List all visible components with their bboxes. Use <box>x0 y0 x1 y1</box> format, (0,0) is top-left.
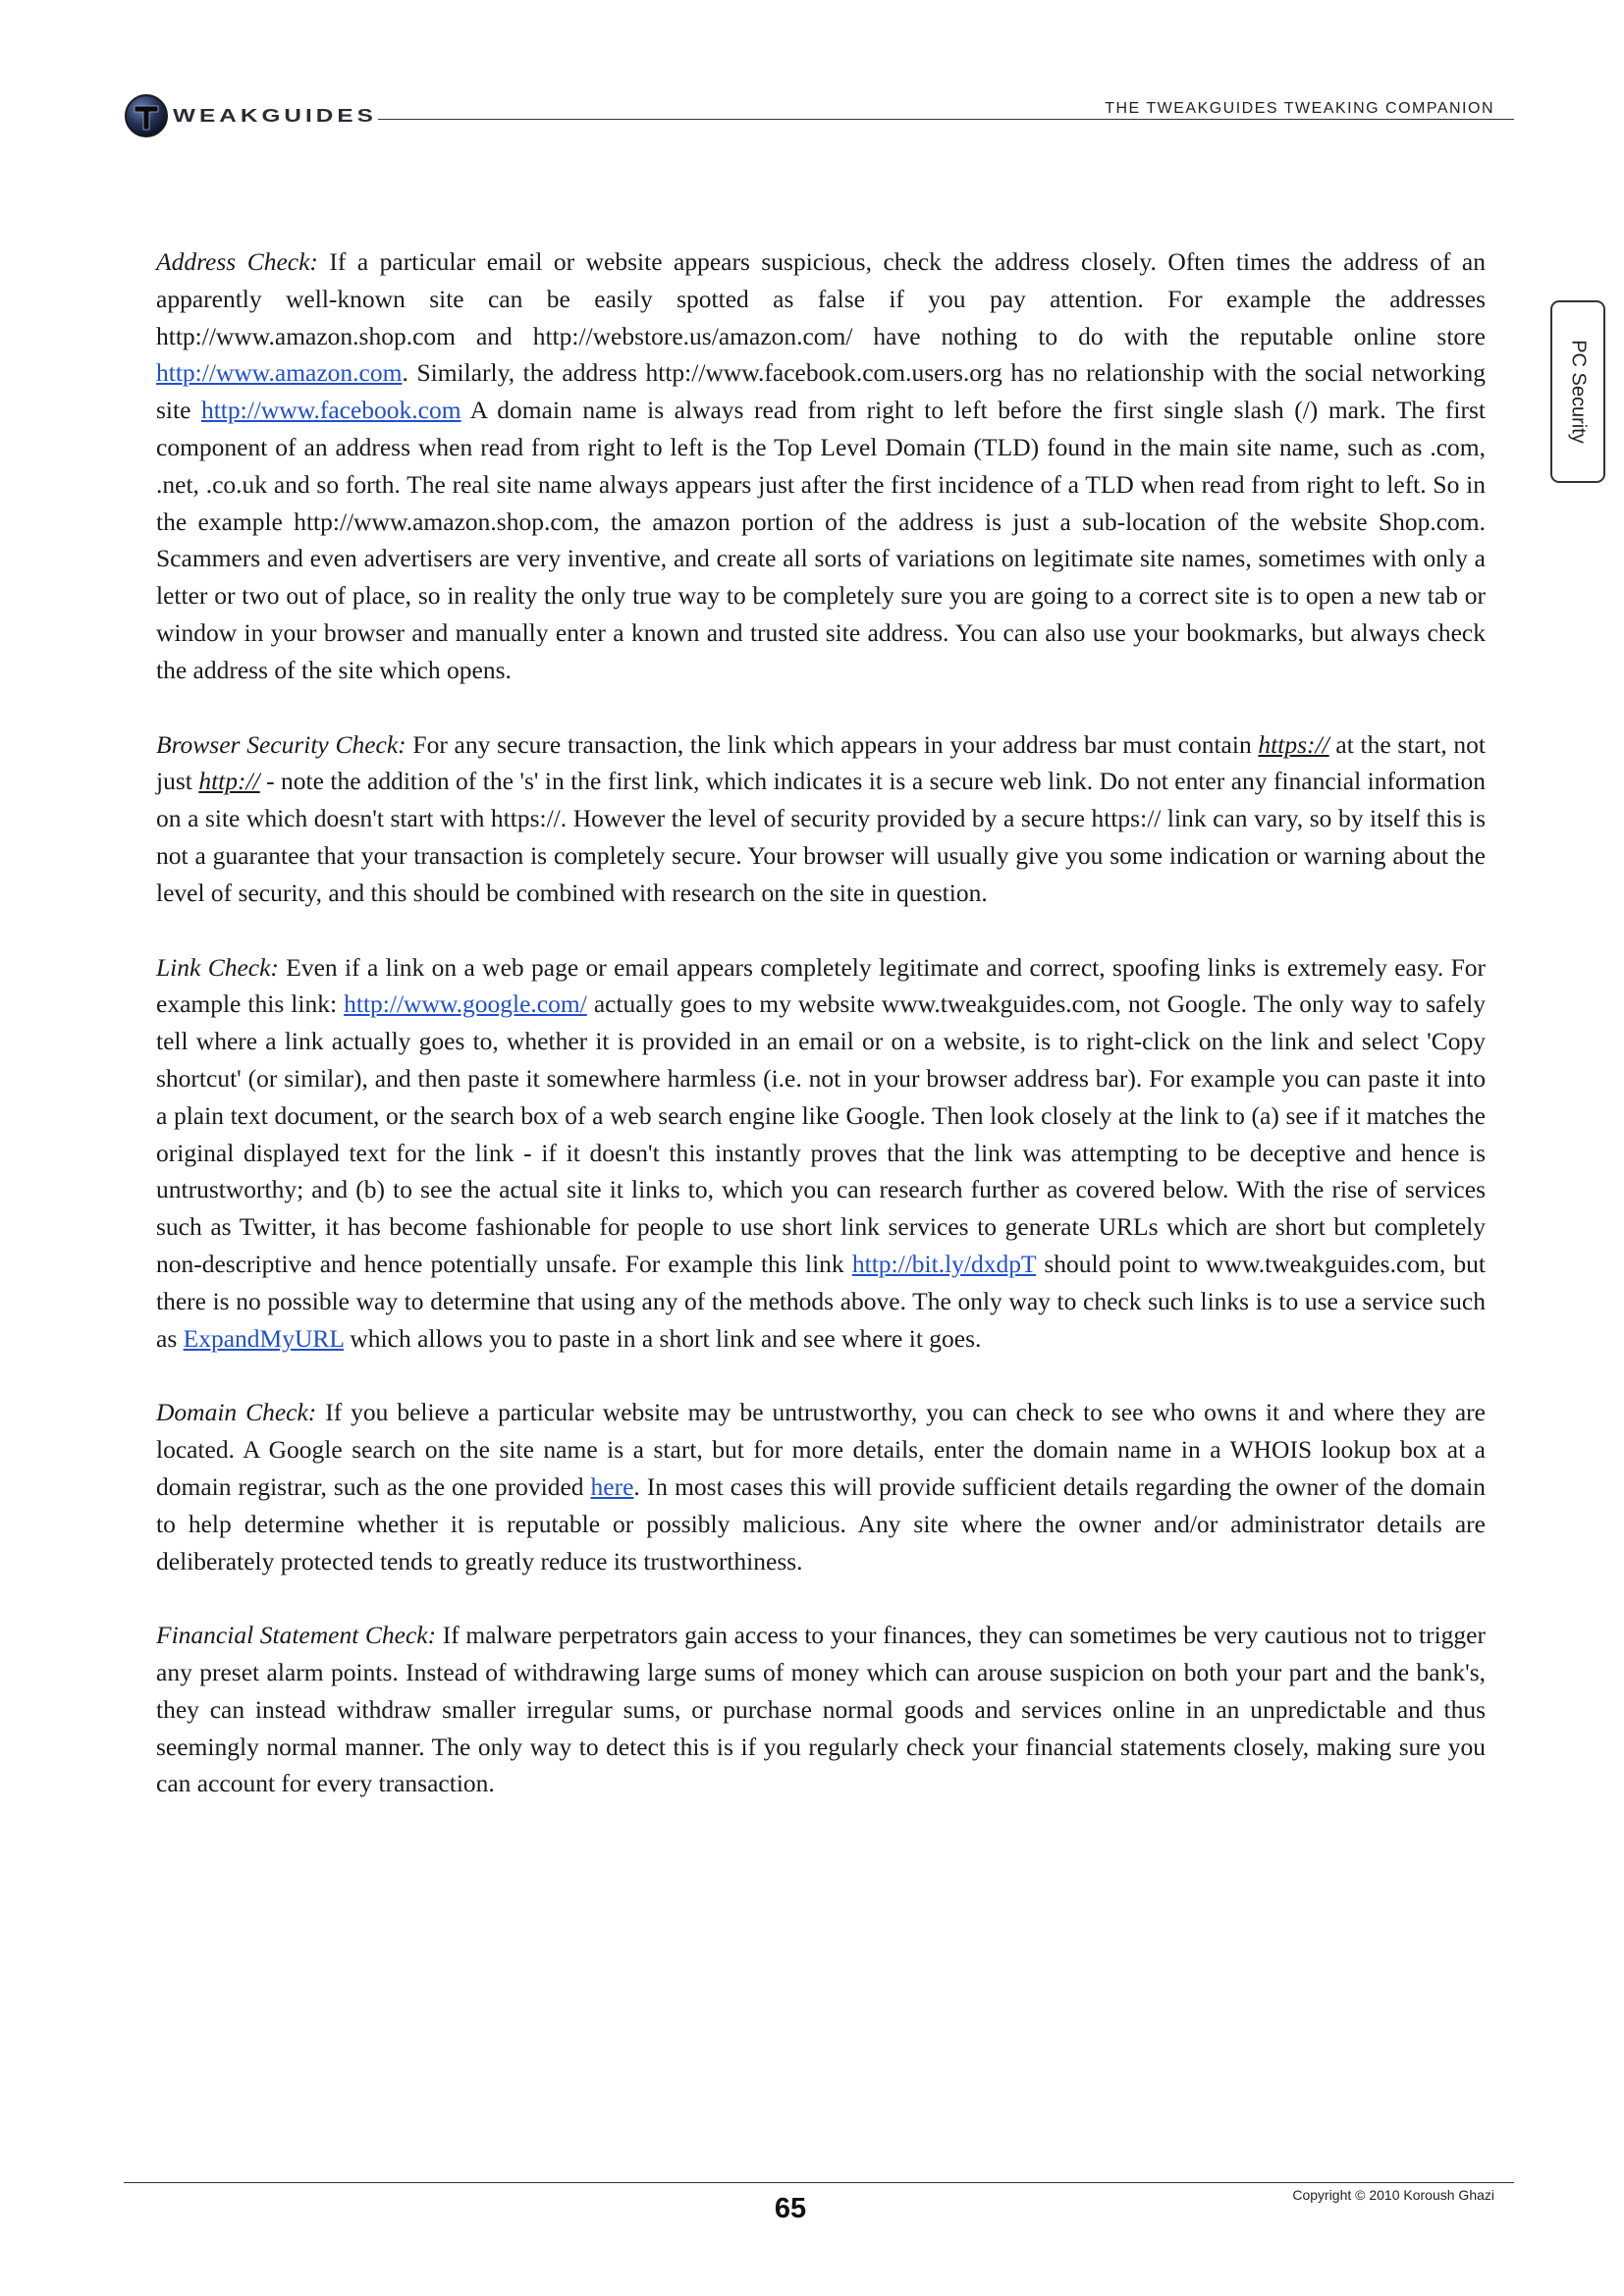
page-number: 65 <box>774 2193 807 2224</box>
paragraph-domain-check <box>156 1394 1486 1579</box>
paragraph-text: which allows you to paste in a short link and see where it goes. <box>344 1323 982 1353</box>
paragraph-lead: Address Check: <box>156 247 318 276</box>
paragraph-text: actually goes to my website www.tweakguides.com, not Google. The only way to safely tell where a link actually goes to, whether it is provided in an email or on a website, is to right-click on the link and select 'Copy shortcut' (or similar), and then paste it somewhere harmless (i.e. not in your browser address bar). For example you can paste it into a plain text document, or the search box of a web search engine like Google. Then look closely at the link to (a) see if it matches the original displayed text for the link - if it doesn't this instantly proves that the link was attempting to be deceptive and hence is untrustworthy; and (b) to see the actual site it links to, which you can research further as covered below. With the rise of services such as Twitter, it has become fashionable for people to use short link services to generate URLs which are short but completely non-descriptive and hence potentially unsafe. For example this link <box>156 989 1486 1278</box>
https-text: https:// <box>1258 729 1329 759</box>
section-tab-label: PC Security <box>1567 340 1590 444</box>
paragraph-text: For any secure transaction, the link which appears in your address bar must contain <box>406 729 1259 759</box>
paragraph-browser-security-check <box>156 726 1486 912</box>
paragraph-text: . In most cases this will provide sufficient details regarding the owner of the domain to help determine whether it is reputable or possibly malicious. Any site where the owner and/or administrator details are deliberately protected tends to greatly reduce its trustworthiness. <box>156 1471 1486 1575</box>
bitly-link[interactable]: http://bit.ly/dxdpT <box>851 1249 1037 1278</box>
amazon-link[interactable]: http://www.amazon.com <box>156 358 403 388</box>
paragraph-lead: Link Check: <box>156 952 279 982</box>
http-text: http:// <box>198 767 260 796</box>
header-divider <box>378 119 1514 120</box>
paragraph-lead: Browser Security Check: <box>156 729 406 759</box>
paragraph-text: should point to www.tweakguides.com, but there is no possible way to determine that using any of the methods above. The only way to check such links is to use a service such as <box>156 1249 1487 1353</box>
paragraph-link-check <box>156 949 1486 1358</box>
facebook-link[interactable]: http://www.facebook.com <box>200 396 461 425</box>
page-header <box>0 0 1624 157</box>
paragraph-text: A domain name is always read from right to left before the first single slash (/) mark. The first component of an address when read from right to left is the Top Level Domain (TLD) found in the main site name, such as .com, .net, .co.uk and so forth. The real site name always appears just after the first incidence of a TLD when read from right to left. So in the example http://www.amazon.shop.com, the amazon portion of the address is just a sub-location of the website Shop.com. Scammers and even advertisers are very inventive, and create all sorts of variations on legitimate site names, sometimes with only a letter or two out of place, so in reality the only true way to be completely sure you are going to a correct site is to open a new tab or window in your browser and manually enter a known and trusted site address. You can also use your bookmarks, but always check the address of the site which opens. <box>156 396 1486 684</box>
paragraph-lead: Financial Statement Check: <box>156 1621 437 1650</box>
paragraph-text: If malware perpetrators gain access to your finances, they can sometimes be very cautious not to trigger any preset alarm points. Instead of withdrawing large sums of money which can arouse suspicion on both your part and the bank's, they can instead withdraw smaller irregular sums, or purchase normal goods and services online in an unpredictable and thus seemingly normal manner. The only way to detect this is if you regularly check your financial statements closely, making sure you can account for every transaction. <box>156 1621 1486 1798</box>
paragraph-text: If you believe a particular website may be untrustworthy, you can check to see who owns it and where they are located. A Google search on the site name is a start, but for more details, enter the domain name in a WHOIS lookup box at a domain registrar, such as the one provided <box>156 1398 1486 1501</box>
tweakguides-logo <box>124 93 377 144</box>
tweakguides-t-logo-icon <box>124 93 169 138</box>
google-link[interactable]: http://www.google.com/ <box>344 989 587 1019</box>
paragraph-address-check <box>156 243 1486 689</box>
paragraph-text: . Similarly, the address http://www.facebook.com.users.org has no relationship with the social networking site <box>156 358 1486 425</box>
paragraph-text: at the start, not just <box>156 729 1486 796</box>
main-content <box>156 243 1486 1840</box>
copyright-notice: Copyright © 2010 Koroush Ghazi <box>1292 2187 1494 2203</box>
expandmyurl-link[interactable]: ExpandMyURL <box>183 1323 344 1353</box>
footer-divider <box>124 2182 1514 2183</box>
paragraph-text: If a particular email or website appears suspicious, check the address closely. Often times the address of an apparently well-known site can be easily spotted as false if you pay attention. For example the addresses http://www.amazon.shop.com and http://webstore.us/amazon.com/ have nothing to do with the reputable online store <box>156 247 1486 350</box>
companion-title: THE TWEAKGUIDES TWEAKING COMPANION <box>1105 100 1494 117</box>
section-tab <box>1550 300 1605 483</box>
paragraph-lead: Domain Check: <box>156 1398 317 1427</box>
paragraph-text: Even if a link on a web page or email appears completely legitimate and correct, spoofing links is extremely easy. For example this link: <box>156 952 1487 1019</box>
logo-wordmark: WEAKGUIDES <box>173 106 377 126</box>
paragraph-text: - note the addition of the 's' in the first link, which indicates it is a secure web link. Do not enter any financial information on a site which doesn't start with https://. However the level of security provided by a secure https:// link can vary, so by itself this is not a guarantee that your transaction is completely secure. Your browser will usually give you some indication or warning about the level of security, and this should be combined with research on the site in question. <box>156 767 1487 907</box>
paragraph-financial-statement-check <box>156 1617 1486 1802</box>
whois-here-link[interactable]: here <box>590 1471 634 1501</box>
